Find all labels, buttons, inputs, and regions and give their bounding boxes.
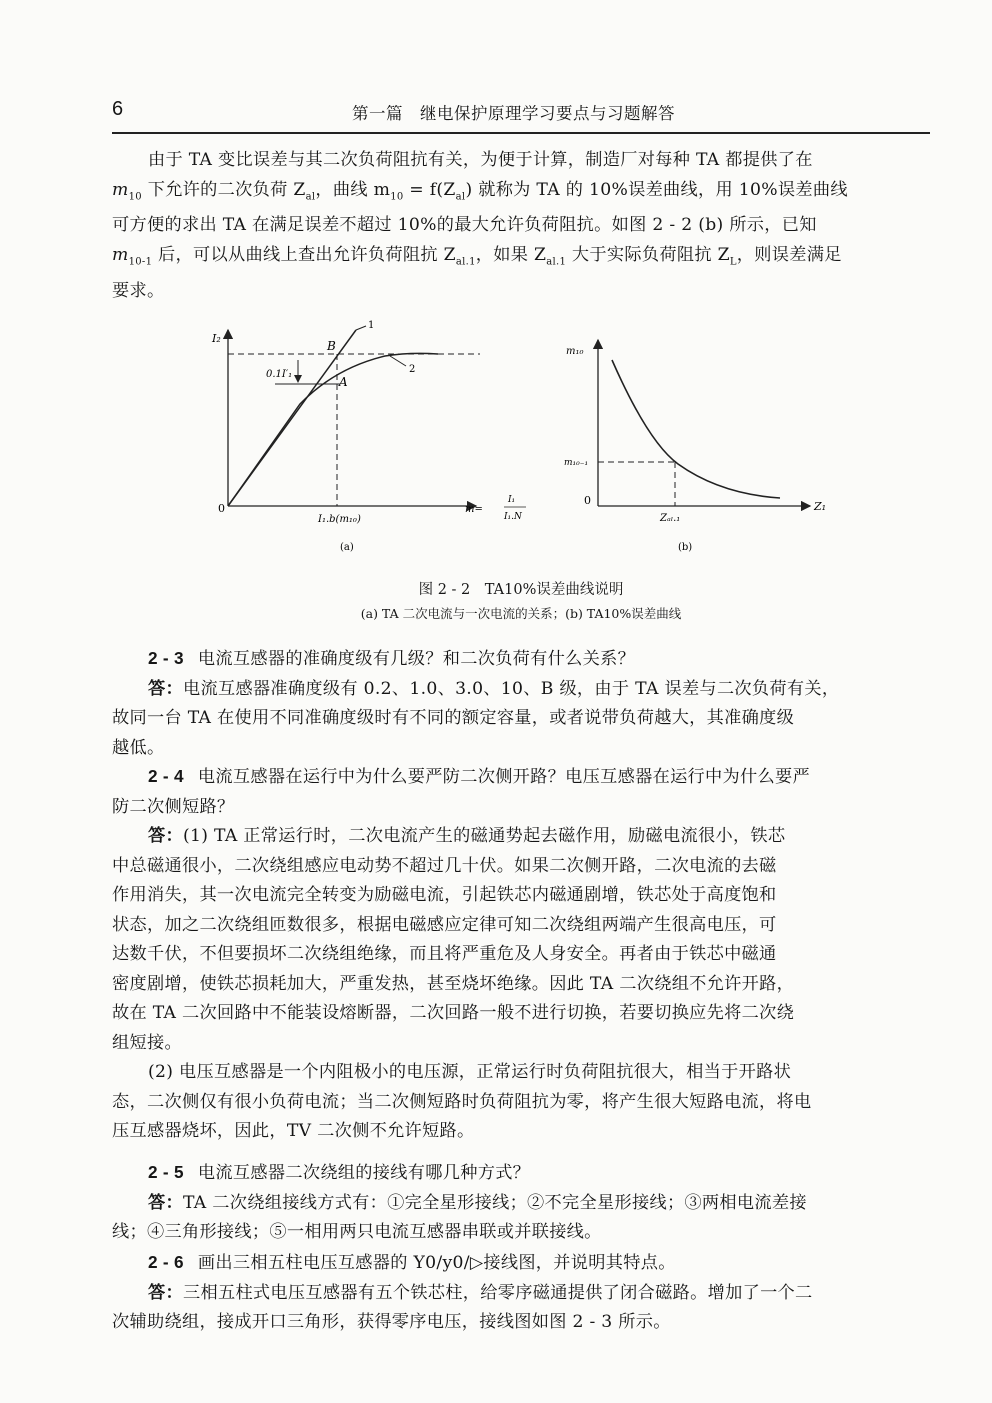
fig-a-leader-1 <box>356 326 366 330</box>
fig-a-x-den: I₁.N <box>504 512 522 522</box>
fig-a-origin: 0 <box>218 502 225 515</box>
question-number: 2 - 6 <box>148 1252 184 1272</box>
figure-a-plot <box>211 320 526 553</box>
page-number: 6 <box>112 98 124 120</box>
fig-a-y-label: I₂ <box>212 332 221 345</box>
figure-subcaption: (a) TA 二次电流与一次电流的关系；(b) TA10%误差曲线 <box>360 606 682 621</box>
fig-a-point-B: B <box>327 339 336 353</box>
answer-label: 答： <box>148 1192 183 1213</box>
fig-a-curve-2-label: 2 <box>409 364 416 375</box>
question-2-4: 2 - 4 电流互感器在运行中为什么要严防二次侧开路？电压互感器在运行中为什么要严 防二次侧短路？ 答：(1) TA 正常运行时，二次电流产生的磁通势起去磁作用，励磁电流很小，铁芯 中总磁通很小，二次绕组感应电动势不超过几十伏。如果二次侧开路，二次电流的去磁 作用消失，其一次电流完全转变为励磁电流，引起铁芯内磁通剧增，铁芯处于高度饱和 状态，加之二次绕组匝数很多，根据电磁感应定律可知二次绕组两端产生很高电压，可 达数千伏，不但要损坏二次绕组绝缘，而且将严重危及人身安全。再者由于铁芯中磁通 密度剧增，使铁芯损耗加大，严重发热，甚至烧坏绝缘。因此 TA 二次绕组不允许开路， 故在 TA 二次回路中不能装设熔断器，二次回路一般不进行切换，若要切换应先将二次绕 组短接。 (2) 电压互感器是一个内阻极小的电压源，正常运行时负荷阻抗很大，相当于开路状 态，二次侧仅有很小负荷电流；当二次侧短路时负荷阻抗为零，将产生很大短路电流，将电 压互感器烧坏，因此，TV 二次侧不允许短路。 <box>112 766 812 1141</box>
intro-line-1: 由于 TA 变比误差与其二次负荷阻抗有关，为便于计算，制造厂对每种 TA 都提供了在 <box>148 150 813 170</box>
fig-b-label: (b) <box>678 542 693 553</box>
fig-b-y-label: m₁₀ <box>566 346 584 357</box>
figure-b-plot <box>564 340 826 553</box>
fig-a-leader-2 <box>390 356 406 366</box>
answer-label: 答： <box>148 826 183 846</box>
intro-line-3: 可方便的求出 TA 在满足误差不超过 10%的最大允许负荷阻抗。如图 2 - 2 (b) 所示，已知 <box>112 215 817 236</box>
fig-a-x-prefix: m= <box>465 504 483 515</box>
figure-2-2 <box>180 316 827 556</box>
intro-paragraph: 由于 TA 变比误差与其二次负荷阻抗有关，为便于计算，制造厂对每种 TA 都提供了在 $m_{10}$ 下允许的二次负荷 $Z_{al}$，曲线 $m_{10} = f(Z_{al})$ 就称为 TA 的 10%误差曲线，用 10%误差曲线 可方便的求出 TA 在满足误差不超过 10%的最大允许负荷阻抗。如图 2 - 2 (b) 所示，已知 $m_{10-1}$ 后，可以从曲线上查出允许负荷阻抗 $Z_{al.1}$，如果 $Z_{al.1}$ 大于实际负荷阻抗 $Z_L$，则误差满足 要求。 <box>112 146 930 306</box>
answer-label: 答： <box>148 678 183 699</box>
question-number: 2 - 3 <box>148 648 184 668</box>
question-2-6: 2 - 6 画出三相五柱电压互感器的 Y0/y0/▷接线图，并说明其特点。 答：三相五柱式电压互感器有五个铁芯柱，给零序磁通提供了闭合磁路。增加了一个二 次辅助绕组，接成开口三角形，获得零序电压，接线图如图 2 - 3 所示。 <box>112 1252 813 1332</box>
fig-a-curve-1-label: 1 <box>368 320 375 331</box>
answer-label: 答： <box>148 1282 183 1303</box>
fig-a-x-tick: I₁.b(m₁₀) <box>318 514 361 525</box>
fig-b-curve <box>612 360 780 498</box>
running-title: 第一篇 继电保护原理学习要点与习题解答 <box>352 104 675 123</box>
fig-b-x-label: Z₁ <box>814 500 827 513</box>
question-number: 2 - 5 <box>148 1162 184 1182</box>
fig-a-point-A: A <box>339 375 348 389</box>
fig-a-x-num: I₁ <box>508 495 516 505</box>
question-2-3: 2 - 3 电流互感器的准确度级有几级？和二次负荷有什么关系？ 答：电流互感器准确度级有 0.2、1.0、3.0、10、B 级，由于 TA 误差与二次负荷有关， 故同一台 TA 在使用不同准确度级时有不同的额定容量，或者说带负荷越大，其准确度级 越低。 <box>112 648 840 758</box>
question-number: 2 - 4 <box>148 766 184 786</box>
page-header <box>112 92 930 134</box>
fig-a-delta-label: 0.1I′₁ <box>266 369 293 380</box>
question-2-5: 2 - 5 电流互感器二次绕组的接线有哪几种方式？ 答：TA 二次绕组接线方式有：①完全星形接线；②不完全星形接线；③两相电流差接 线；④三角形接线；⑤一相用两只电流互感器串联或并联接线。 <box>112 1162 807 1242</box>
fig-b-x-tick: Zₐₗ.₁ <box>660 513 681 524</box>
figure-caption: 图 2 - 2 TA10%误差曲线说明 <box>418 582 624 598</box>
intro-line-5: 要求。 <box>112 280 165 301</box>
fig-b-origin: 0 <box>584 494 591 507</box>
fig-b-y-tick: m₁₀₋₁ <box>564 458 589 468</box>
fig-a-curve-2 <box>228 353 438 506</box>
fig-a-label: (a) <box>340 542 354 553</box>
